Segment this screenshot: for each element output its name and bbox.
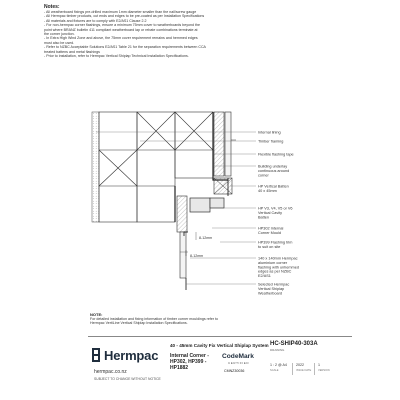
label-cavity-batten: [258, 207, 293, 220]
label-aluminium-flashing: [258, 257, 299, 279]
label-line: continuous around: [258, 168, 290, 173]
note-line: - Prior to installation, refer to Hermpac Vertical Shiplap Technical Installation Specifications.: [44, 54, 189, 59]
note-line: - All weatherboard fixings pre-drilled maximum 1mm diameter smaller than the nail/screw gauge: [44, 10, 197, 14]
title-divider: [292, 363, 293, 375]
brand-disclaimer: SUBJECT TO CHANGE WITHOUT NOTICE: [94, 377, 161, 381]
label-line: 40 x 45mm: [258, 188, 277, 193]
label-line: aluminium corner: [258, 260, 288, 265]
bottom-note-line: For detailed installation and fixing information of timber corner mouldings refer to: [90, 317, 219, 321]
label-vertical-batten: [258, 185, 289, 193]
codemark-certified: CERTIFIED: [228, 361, 250, 365]
note-line: - All Hermpac timber products, cut ends and edges to be pre-coated as per Installation Specifications: [44, 14, 205, 19]
label-line: Batten: [258, 215, 269, 220]
codemark-number: CMNZ30036: [224, 369, 245, 373]
label-line: HP399 Flashing trim: [258, 240, 293, 245]
dimension-label: 8-12mm: [199, 236, 213, 240]
issue-date-label: ISSUE DATE: [296, 369, 312, 372]
label-timber-framing: Timber framing: [258, 139, 284, 144]
bottom-note-line: Hermpac VertiLine Vertical Shiplap Installation Specifications.: [90, 321, 188, 326]
brand-name: Hermpac: [104, 348, 159, 363]
internal-lining: [92, 112, 99, 222]
label-line: edges as per NZBC: [258, 269, 292, 274]
cavity-batten: [177, 112, 224, 232]
hermpac-logo-icon: [90, 347, 102, 363]
label-corner-mould: [258, 227, 283, 235]
label-line: Weatherboard: [258, 291, 282, 296]
drawing-code-label: DRAWING: [270, 348, 285, 352]
note-line: point where BRANZ bulletin 411 compliant weatherboard lap or rebate combinations terminate at: [44, 27, 198, 32]
dimension-label: 8-12mm: [190, 254, 204, 258]
brand-url[interactable]: hermpac.co.nz: [94, 369, 127, 375]
label-line: HP Vertical Batten: [258, 184, 289, 189]
drawing-code: HC-SHIP40-303A: [270, 341, 318, 347]
label-line: Vertical Shiplap: [258, 286, 285, 291]
note-line: - For non-hermpac corner flashings, ensure a minimum 75mm cover to weatherboards beyond the: [44, 23, 201, 28]
scale-label: SCALE: [270, 369, 279, 372]
note-line: - In Extra High Wind Zone and above, the 75mm cover requirement remains and hemmed edges: [44, 36, 198, 41]
internal-corner-mould: [190, 198, 224, 212]
label-line: E2/AS1: [258, 274, 271, 279]
label-line: flashing with unhemmed: [258, 265, 299, 270]
label-building-underlay: [258, 165, 289, 178]
label-line: to suit on site: [258, 244, 281, 249]
label-line: corner: [258, 173, 269, 178]
version-value: 1: [318, 363, 320, 367]
title-block: [88, 336, 352, 387]
bottom-note: [90, 317, 218, 326]
note-line: must also be used.: [44, 40, 75, 45]
brand-block: [88, 341, 166, 385]
label-line: Selected Hermpac: [258, 282, 290, 287]
label-flashing-trim: [258, 241, 292, 249]
issue-date: 2022: [296, 363, 304, 367]
label-line: 140 x 140mm Hermpac: [258, 256, 298, 261]
note-line: - Refer to NZBC Acceptable Solutions E2/AS1 Table 21 for the separation requirements between CCA: [44, 45, 206, 50]
scale-value: 1 : 2 @ A4: [270, 363, 287, 367]
version-label: VERSION: [318, 369, 330, 372]
label-line: HP V3, V4, V5 or V6: [258, 206, 293, 211]
detail-name: Internal Corner - HP302, HP399 - HP1882: [170, 353, 209, 371]
codemark-logo: CodeMark: [222, 353, 254, 360]
note-line: treated battens and metal flashings: [44, 49, 100, 54]
label-internal-lining: Internal lining: [258, 130, 281, 135]
label-weatherboard: [258, 283, 289, 296]
label-line: Corner Mould: [258, 230, 282, 235]
corner-flashing: [184, 178, 228, 290]
label-flashing-tape: Flexible flashing tape: [258, 152, 294, 157]
label-line: Vertical Cavity: [258, 210, 283, 215]
note-line: - All materials and fixtures are to comply with E2/AS1 Clause 2.2: [44, 18, 147, 23]
note-line: the corner junction.: [44, 32, 75, 37]
drawing-title: 40 - 45mm Cavity Fix Vertical Shiplap System: [170, 343, 269, 348]
title-divider: [314, 363, 315, 375]
bottom-note-title: NOTE:: [90, 312, 103, 317]
codemark-block: [222, 353, 262, 379]
leader-lines: [96, 132, 256, 284]
label-line: Building underlay: [258, 164, 288, 169]
label-line: HP302 Internal: [258, 226, 284, 231]
notes-title: Notes:: [44, 4, 60, 10]
vertical-batten: [214, 178, 232, 194]
